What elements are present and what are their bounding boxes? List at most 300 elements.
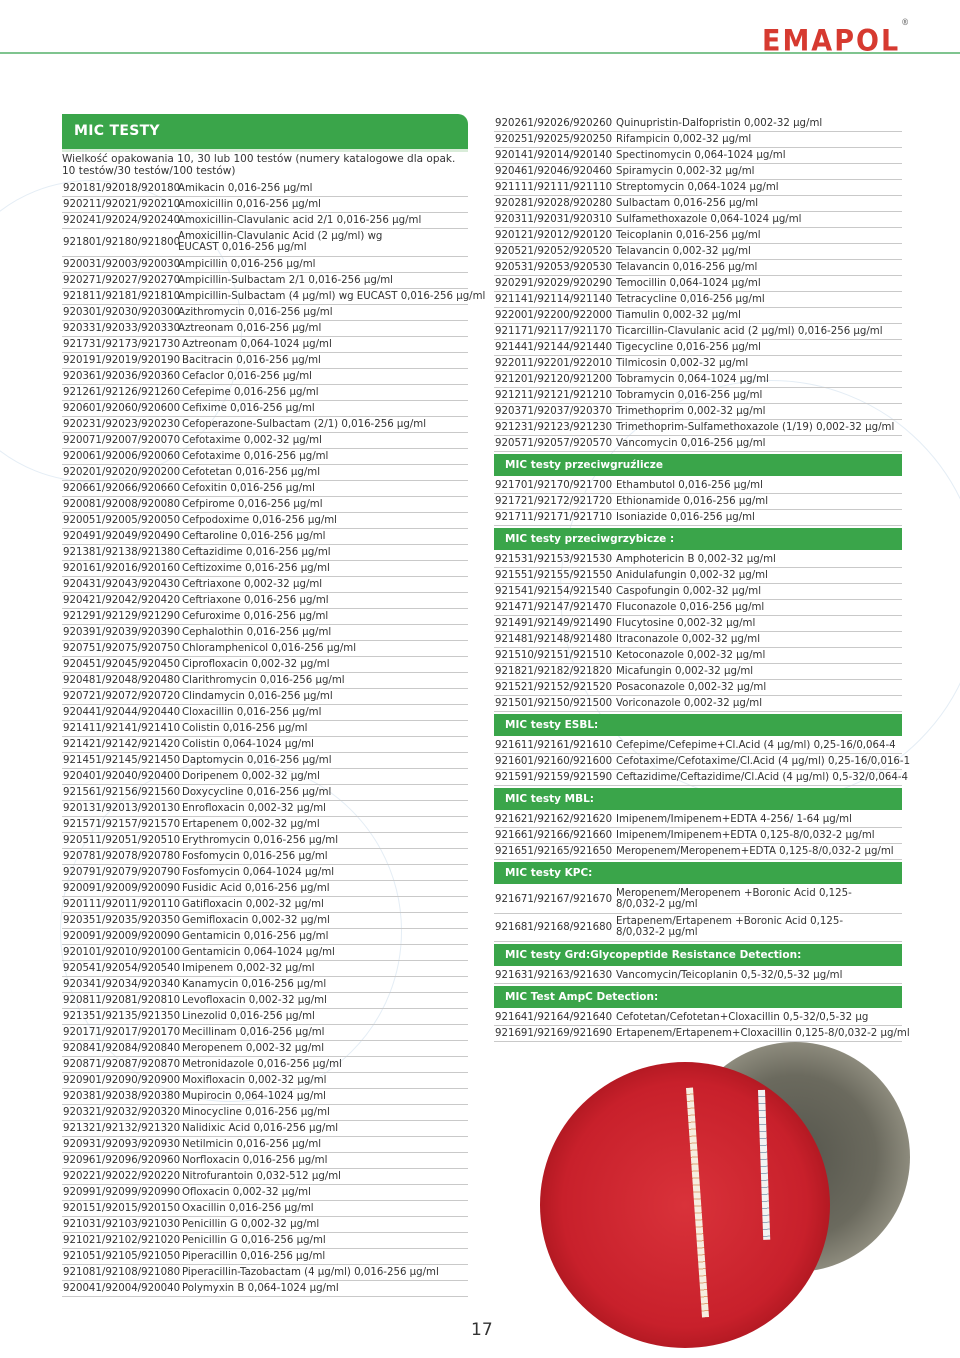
catalog-number: 921681/92168/921680 (495, 922, 613, 933)
table-row (494, 632, 902, 648)
table-row (62, 197, 468, 213)
product-name: Nitrofurantoin 0,032-512 µg/ml (182, 1171, 341, 1182)
catalog-number: 920441/92044/920440 (63, 707, 181, 718)
table-row (62, 181, 468, 197)
catalog-number: 920721/92072/920720 (63, 691, 181, 702)
catalog-number: 921211/92121/921210 (495, 390, 613, 401)
emapol-logo: EMAPOL® (762, 17, 910, 59)
product-name: Ertapenem/Ertapenem+Cloxacillin 0,125-8/0,032-2 µg/ml (616, 1028, 910, 1039)
catalog-number: 921611/92161/921610 (495, 740, 613, 751)
table-row (62, 353, 468, 369)
table-row (494, 340, 902, 356)
catalog-number: 920371/92037/920370 (495, 406, 613, 417)
product-name: Tetracycline 0,016-256 µg/ml (616, 294, 765, 305)
catalog-number: 920661/92066/920660 (63, 483, 181, 494)
catalog-number: 920151/92015/920150 (63, 1203, 181, 1214)
product-name: Levofloxacin 0,002-32 µg/ml (182, 995, 327, 1006)
product-name: Mupirocin 0,064-1024 µg/ml (182, 1091, 327, 1102)
table-row (494, 1010, 902, 1026)
catalog-number: 920241/92024/920240 (63, 215, 181, 226)
table-row (494, 770, 908, 786)
table-row (494, 844, 902, 860)
catalog-number: 921811/92181/921810 (63, 291, 181, 302)
catalog-number: 920191/92019/920190 (63, 355, 181, 366)
catalog-number: 920451/92045/920450 (63, 659, 181, 670)
table-row (494, 372, 902, 388)
table-row (494, 812, 902, 828)
catalog-number: 921621/92162/921620 (495, 814, 613, 825)
table-row (494, 180, 902, 196)
product-name: Polymyxin B 0,064-1024 µg/ml (182, 1283, 339, 1294)
table-row (62, 977, 468, 993)
catalog-number: 920531/92053/920530 (495, 262, 613, 273)
product-name: Sulbactam 0,016-256 µg/ml (616, 198, 759, 209)
product-name: Kanamycin 0,016-256 µg/ml (182, 979, 327, 990)
catalog-number: 921441/92144/921440 (495, 342, 613, 353)
product-name: Anidulafungin 0,002-32 µg/ml (616, 570, 768, 581)
product-name: Quinupristin-Dalfopristin 0,002-32 µg/ml (616, 118, 823, 129)
table-row (62, 369, 468, 385)
product-name: Minocycline 0,016-256 µg/ml (182, 1107, 330, 1118)
product-name: Cefuroxime 0,016-256 µg/ml (182, 611, 329, 622)
catalog-number: 921451/92145/921450 (63, 755, 181, 766)
product-name: Clindamycin 0,016-256 µg/ml (182, 691, 333, 702)
catalog-number: 921501/92150/921500 (495, 698, 613, 709)
table-row (494, 308, 902, 324)
catalog-number: 921411/92141/921410 (63, 723, 181, 734)
catalog-number: 920491/92049/920490 (63, 531, 181, 542)
section-title: MIC testy przeciwgrzybicze : (505, 533, 675, 545)
product-name: Cefoperazone-Sulbactam (2/1) 0,016-256 µg/ml (182, 419, 427, 430)
table-row (494, 388, 902, 404)
product-name: Ceftaroline 0,016-256 µg/ml (182, 531, 326, 542)
table-row (62, 1025, 468, 1041)
product-name: Cefotaxime/Cefotaxime/Cl.Acid (4 µg/ml) 0,25-16/0,016-1 (616, 756, 911, 767)
table-row (62, 449, 468, 465)
table-row (494, 600, 902, 616)
catalog-number: 920281/92028/920280 (495, 198, 613, 209)
product-name: Amoxicillin-Clavulanic Acid (2 µg/ml) wg EUCAST 0,016-256 µg/ml (178, 231, 383, 253)
product-name: Amphotericin B 0,002-32 µg/ml (616, 554, 776, 565)
product-name: Aztreonam 0,064-1024 µg/ml (182, 339, 332, 350)
product-name: Ceftriaxone 0,016-256 µg/ml (182, 595, 329, 606)
product-name: Temocillin 0,064-1024 µg/ml (616, 278, 761, 289)
product-name: Ceftizoxime 0,016-256 µg/ml (182, 563, 330, 574)
product-name: Ampicillin 0,016-256 µg/ml (178, 259, 316, 270)
product-name: Metronidazole 0,016-256 µg/ml (182, 1059, 342, 1070)
product-name: Gatifloxacin 0,002-32 µg/ml (182, 899, 324, 910)
product-name: Itraconazole 0,002-32 µg/ml (616, 634, 761, 645)
catalog-number: 921381/92138/921380 (63, 547, 181, 558)
catalog-number: 921711/92171/921710 (495, 512, 613, 523)
product-name: Amikacin 0,016-256 µg/ml (178, 183, 313, 194)
table-row (62, 1105, 468, 1121)
product-name: Enrofloxacin 0,002-32 µg/ml (182, 803, 327, 814)
product-name: Telavancin 0,016-256 µg/ml (616, 262, 758, 273)
catalog-number: 921821/92182/921820 (495, 666, 613, 677)
product-name: Piperacillin 0,016-256 µg/ml (182, 1251, 326, 1262)
product-name: Isoniazide 0,016-256 µg/ml (616, 512, 755, 523)
catalog-number: 920931/92093/920930 (63, 1139, 181, 1150)
table-row (62, 1121, 468, 1137)
product-name: Ketoconazole 0,002-32 µg/ml (616, 650, 766, 661)
table-row (62, 577, 468, 593)
catalog-number: 920421/92042/920420 (63, 595, 181, 606)
table-row (62, 545, 468, 561)
table-row (62, 481, 468, 497)
table-row (62, 273, 468, 289)
catalog-number: 922011/92201/922010 (495, 358, 613, 369)
product-name: Fusidic Acid 0,016-256 µg/ml (182, 883, 330, 894)
product-name: Tilmicosin 0,002-32 µg/ml (616, 358, 749, 369)
table-row (62, 817, 468, 833)
table-row (62, 641, 468, 657)
table-row (62, 465, 468, 481)
product-name: Cefotetan/Cefotetan+Cloxacillin 0,5-32/0,5-32 µg (616, 1012, 869, 1023)
table-row (62, 993, 468, 1009)
catalog-number: 921631/92163/921630 (495, 970, 613, 981)
section-header-mic-testy (62, 114, 468, 149)
table-row (62, 881, 468, 897)
table-row (62, 321, 468, 337)
product-name: Tigecycline 0,016-256 µg/ml (616, 342, 761, 353)
product-name: Colistin 0,064-1024 µg/ml (182, 739, 314, 750)
intro-text: Wielkość opakowania 10, 30 lub 100 testów (numery katalogowe dla opak. 10 testów/30 testów/100 testów) (62, 153, 456, 177)
product-list-right (494, 116, 911, 1042)
table-row (494, 886, 902, 914)
catalog-number: 920061/92006/920060 (63, 451, 181, 462)
catalog-number: 920841/92084/920840 (63, 1043, 181, 1054)
table-row (62, 497, 468, 513)
section-title: MIC Test AmpC Detection: (505, 991, 659, 1003)
catalog-number: 921261/92126/921260 (63, 387, 181, 398)
catalog-number: 920461/92046/920460 (495, 166, 613, 177)
catalog-number: 920341/92034/920340 (63, 979, 181, 990)
table-row (494, 196, 902, 212)
product-name: Cefotaxime 0,002-32 µg/ml (182, 435, 322, 446)
product-name: Cefotetan 0,016-256 µg/ml (182, 467, 321, 478)
table-row (62, 213, 468, 229)
product-name: Tobramycin 0,064-1024 µg/ml (616, 374, 769, 385)
product-name: Ethionamide 0,016-256 µg/ml (616, 496, 769, 507)
product-name: Penicillin G 0,002-32 µg/ml (182, 1219, 320, 1230)
catalog-number: 921051/92105/921050 (63, 1251, 181, 1262)
section-header (494, 986, 902, 1008)
table-row (62, 801, 468, 817)
product-name: Erythromycin 0,016-256 µg/ml (182, 835, 339, 846)
product-name: Micafungin 0,002-32 µg/ml (616, 666, 754, 677)
product-name: Cefotaxime 0,016-256 µg/ml (182, 451, 329, 462)
table-row (62, 1137, 468, 1153)
product-name: Ethambutol 0,016-256 µg/ml (616, 480, 763, 491)
table-row (62, 705, 468, 721)
catalog-number: 920901/92090/920900 (63, 1075, 181, 1086)
table-row (62, 257, 468, 273)
table-row (62, 929, 468, 945)
table-row (494, 494, 902, 510)
catalog-number: 920321/92032/920320 (63, 1107, 181, 1118)
section-title: MIC testy przeciwgruźlicze (505, 459, 664, 471)
table-row (62, 945, 468, 961)
product-name: Azithromycin 0,016-256 µg/ml (178, 307, 333, 318)
catalog-number: 922001/92200/922000 (495, 310, 613, 321)
catalog-number: 920271/92027/920270 (63, 275, 181, 286)
product-name: Colistin 0,016-256 µg/ml (182, 723, 308, 734)
table-row (494, 680, 902, 696)
catalog-number: 921141/92114/921140 (495, 294, 613, 305)
product-name: Norfloxacin 0,016-256 µg/ml (182, 1155, 328, 1166)
catalog-number: 920141/92014/920140 (495, 150, 613, 161)
catalog-number: 921471/92147/921470 (495, 602, 613, 613)
table-row (494, 148, 902, 164)
table-row (62, 785, 468, 801)
catalog-number: 920081/92008/920080 (63, 499, 181, 510)
catalog-number: 920961/92096/920960 (63, 1155, 181, 1166)
table-row (494, 914, 902, 942)
product-name: Ampicillin-Sulbactam (4 µg/ml) wg EUCAST 0,016-256 µg/ml (178, 291, 486, 302)
product-name: Bacitracin 0,016-256 µg/ml (182, 355, 321, 366)
catalog-number: 921231/92123/921230 (495, 422, 613, 433)
catalog-number: 921561/92156/921560 (63, 787, 181, 798)
table-row (62, 737, 468, 753)
catalog-number: 920031/92003/920030 (63, 259, 181, 270)
catalog-number: 920051/92005/920050 (63, 515, 181, 526)
product-name: Ceftazidime 0,016-256 µg/ml (182, 547, 331, 558)
table-row (62, 1153, 468, 1169)
product-name: Gentamicin 0,016-256 µg/ml (182, 931, 329, 942)
product-name: Spiramycin 0,002-32 µg/ml (616, 166, 755, 177)
table-row (62, 1233, 468, 1249)
table-row (494, 420, 902, 436)
catalog-number: 920521/92052/920520 (495, 246, 613, 257)
table-row (62, 529, 468, 545)
catalog-number: 920101/92010/920100 (63, 947, 181, 958)
product-name: Amoxicillin 0,016-256 µg/ml (178, 199, 321, 210)
product-name: Daptomycin 0,016-256 µg/ml (182, 755, 332, 766)
table-row (62, 401, 468, 417)
table-row (62, 289, 486, 305)
catalog-number: 921201/92120/921200 (495, 374, 613, 385)
table-row (62, 1249, 468, 1265)
table-row (62, 673, 468, 689)
catalog-number: 920171/92017/920170 (63, 1027, 181, 1038)
catalog-number: 920791/92079/920790 (63, 867, 181, 878)
catalog-number: 920571/92057/920570 (495, 438, 613, 449)
product-name: Ticarcillin-Clavulanic acid (2 µg/ml) 0,016-256 µg/ml (616, 326, 883, 337)
product-name: Cefoxitin 0,016-256 µg/ml (182, 483, 315, 494)
catalog-number: 921571/92157/921570 (63, 819, 181, 830)
product-name: Vancomycin 0,016-256 µg/ml (616, 438, 766, 449)
catalog-number: 921321/92132/921320 (63, 1123, 181, 1134)
catalog-number: 921551/92155/921550 (495, 570, 613, 581)
table-row (62, 1169, 468, 1185)
table-row (62, 753, 468, 769)
table-row (494, 260, 902, 276)
table-row (62, 769, 468, 785)
table-row (494, 436, 902, 452)
catalog-number: 921591/92159/921590 (495, 772, 613, 783)
catalog-number: 920161/92016/920160 (63, 563, 181, 574)
table-row (62, 1089, 468, 1105)
table-row (62, 657, 468, 673)
table-row (62, 689, 468, 705)
table-row (62, 561, 468, 577)
section-title: MIC testy KPC: (505, 867, 593, 879)
catalog-number: 920131/92013/920130 (63, 803, 181, 814)
catalog-number: 921291/92129/921290 (63, 611, 181, 622)
table-row (62, 849, 468, 865)
product-name: Ertapenem/Ertapenem +Boronic Acid 0,125-8/0,032-2 µg/ml (616, 916, 844, 938)
table-row (494, 552, 902, 568)
table-row (494, 738, 902, 754)
table-row (62, 417, 468, 433)
catalog-number: 920091/92009/920090 (63, 931, 181, 942)
product-name: Posaconazole 0,002-32 µg/ml (616, 682, 767, 693)
catalog-number: 921731/92173/921730 (63, 339, 181, 350)
catalog-number: 920351/92035/920350 (63, 915, 181, 926)
product-name: Tiamulin 0,002-32 µg/ml (616, 310, 741, 321)
catalog-number: 920311/92031/920310 (495, 214, 613, 225)
catalog-number: 920291/92029/920290 (495, 278, 613, 289)
catalog-number: 920391/92039/920390 (63, 627, 181, 638)
table-row (494, 664, 902, 680)
table-row (494, 116, 902, 132)
table-row (62, 625, 468, 641)
product-name: Caspofungin 0,002-32 µg/ml (616, 586, 762, 597)
product-name: Cefepime 0,016-256 µg/ml (182, 387, 319, 398)
catalog-number: 920991/92099/920990 (63, 1187, 181, 1198)
table-row (62, 865, 468, 881)
catalog-number: 921641/92164/921640 (495, 1012, 613, 1023)
table-row (494, 828, 902, 844)
table-row (494, 324, 902, 340)
product-name: Cefaclor 0,016-256 µg/ml (182, 371, 312, 382)
table-row (62, 833, 468, 849)
catalog-number: 921521/92152/921520 (495, 682, 613, 693)
product-name: Fosfomycin 0,064-1024 µg/ml (182, 867, 335, 878)
catalog-number: 920601/92060/920600 (63, 403, 181, 414)
table-row (494, 754, 911, 770)
product-name: Moxifloxacin 0,002-32 µg/ml (182, 1075, 327, 1086)
catalog-number: 920261/92026/920260 (495, 118, 613, 129)
catalog-number: 921111/92111/921110 (495, 182, 613, 193)
product-name: Chloramphenicol 0,016-256 µg/ml (182, 643, 357, 654)
catalog-number: 921671/92167/921670 (495, 894, 613, 905)
catalog-number: 920331/92033/920330 (63, 323, 181, 334)
catalog-number: 921721/92172/921720 (495, 496, 613, 507)
table-row (494, 276, 902, 292)
product-name: Amoxicillin-Clavulanic acid 2/1 0,016-256 µg/ml (178, 215, 422, 226)
catalog-number: 921801/92180/921800 (63, 237, 181, 248)
product-name: Ofloxacin 0,002-32 µg/ml (182, 1187, 311, 1198)
catalog-number: 921031/92103/921030 (63, 1219, 181, 1230)
table-row (62, 1057, 468, 1073)
catalog-number: 920381/92038/920380 (63, 1091, 181, 1102)
table-row (494, 648, 902, 664)
product-name: Cephalothin 0,016-256 µg/ml (182, 627, 332, 638)
product-name: Penicillin G 0,016-256 µg/ml (182, 1235, 326, 1246)
table-row (62, 1265, 468, 1281)
table-row (494, 404, 902, 420)
product-name: Aztreonam 0,016-256 µg/ml (178, 323, 322, 334)
table-row (62, 609, 468, 625)
catalog-number: 920781/92078/920780 (63, 851, 181, 862)
catalog-number: 920541/92054/920540 (63, 963, 181, 974)
table-row (62, 229, 468, 257)
table-row (62, 1185, 468, 1201)
table-row (62, 433, 468, 449)
table-row (62, 385, 468, 401)
product-name: Imipenem/Imipenem+EDTA 4-256/ 1-64 µg/ml (616, 814, 852, 825)
table-row (62, 337, 468, 353)
table-row (494, 616, 902, 632)
table-row (494, 228, 902, 244)
table-row (62, 721, 468, 737)
product-name: Ertapenem 0,002-32 µg/ml (182, 819, 320, 830)
product-name: Telavancin 0,002-32 µg/ml (616, 246, 751, 257)
product-name: Meropenem 0,002-32 µg/ml (182, 1043, 325, 1054)
catalog-number: 921510/92151/921510 (495, 650, 613, 661)
catalog-number: 921421/92142/921420 (63, 739, 181, 750)
catalog-number: 921081/92108/921080 (63, 1267, 181, 1278)
page-number: 17 (471, 1320, 493, 1340)
table-row (494, 696, 902, 712)
product-name: Sulfamethoxazole 0,064-1024 µg/ml (616, 214, 802, 225)
catalog-number: 921651/92165/921650 (495, 846, 613, 857)
catalog-number: 921491/92149/921490 (495, 618, 613, 629)
table-row (62, 1009, 468, 1025)
product-name: Oxacillin 0,016-256 µg/ml (182, 1203, 314, 1214)
product-name: Fluconazole 0,016-256 µg/ml (616, 602, 765, 613)
table-row (62, 1073, 468, 1089)
table-row (62, 305, 468, 321)
catalog-number: 921481/92148/921480 (495, 634, 613, 645)
catalog-number: 920481/92048/920480 (63, 675, 181, 686)
petri-dish-red (540, 1062, 830, 1348)
table-row (494, 292, 902, 308)
table-row (62, 913, 468, 929)
product-name: Cefixime 0,016-256 µg/ml (182, 403, 315, 414)
catalog-number: 921661/92166/921660 (495, 830, 613, 841)
catalog-number: 920401/92040/920400 (63, 771, 181, 782)
product-name: Vancomycin/Teicoplanin 0,5-32/0,5-32 µg/ml (616, 970, 843, 981)
product-name: Ciprofloxacin 0,002-32 µg/ml (182, 659, 330, 670)
table-row (494, 568, 902, 584)
catalog-number: 920301/92030/920300 (63, 307, 181, 318)
product-name: Linezolid 0,016-256 µg/ml (182, 1011, 315, 1022)
table-row (62, 897, 468, 913)
section-title: MIC testy ESBL: (505, 719, 599, 731)
product-name: Spectinomycin 0,064-1024 µg/ml (616, 150, 786, 161)
table-row (62, 1281, 468, 1297)
section-header (494, 714, 902, 736)
product-name: Fosfomycin 0,016-256 µg/ml (182, 851, 328, 862)
catalog-number: 921541/92154/921540 (495, 586, 613, 597)
section-title: MIC testy Grd:Glycopeptide Resistance Detection: (505, 949, 802, 961)
product-name: Cefpirome 0,016-256 µg/ml (182, 499, 323, 510)
product-name: Ceftriaxone 0,002-32 µg/ml (182, 579, 323, 590)
product-name: Imipenem/Imipenem+EDTA 0,125-8/0,032-2 µg/ml (616, 830, 875, 841)
table-row (494, 132, 902, 148)
product-name: Gentamicin 0,064-1024 µg/ml (182, 947, 335, 958)
catalog-number: 920211/92021/920210 (63, 199, 181, 210)
product-name: Teicoplanin 0,016-256 µg/ml (616, 230, 761, 241)
product-name: Streptomycin 0,064-1024 µg/ml (616, 182, 779, 193)
product-name: Tobramycin 0,016-256 µg/ml (616, 390, 763, 401)
product-name: Ceftazidime/Ceftazidime/Cl.Acid (4 µg/ml) 0,5-32/0,064-4 (616, 772, 908, 783)
table-row (494, 356, 902, 372)
catalog-number: 920221/92022/920220 (63, 1171, 181, 1182)
